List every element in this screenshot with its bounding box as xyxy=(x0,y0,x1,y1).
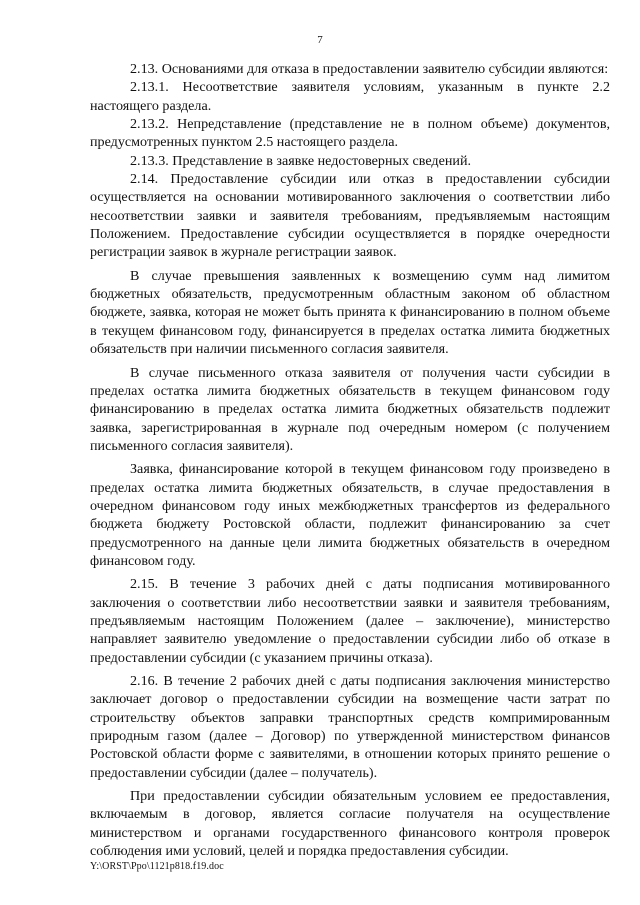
paragraph-next-year-financing: Заявка, финансирование которой в текущем финансовом году произведено в пределах остатка лимита бюджетных обязательств, в случае предоставления в очередном финансовом году иных межбюджетных трансфертов из федерального бюджета бюджету Ростовской области, подлежит финансированию за счет предусмотренного на данные цели лимита бюджетных обязательств в очередном финансовом году. xyxy=(90,461,610,569)
paragraph-2-16: 2.16. В течение 2 рабочих дней с даты подписания заключения министерство заключает договор о предоставлении субсидии на возмещение части затрат по строительству объектов заправки транспортных средств компримированным природным газом (далее – Договор) по утвержденной министерством финансов Ростовской области форме с заявителями, в отношении которых принято решение о предоставлении субсидии (далее – получатель). xyxy=(90,673,610,781)
paragraph-2-13-3: 2.13.3. Представление в заявке недостоверных сведений. xyxy=(130,152,472,169)
document-body xyxy=(90,60,610,860)
paragraph-2-13: 2.13. Основаниями для отказа в предоставлении заявителю субсидии являются: xyxy=(130,61,609,77)
paragraph-limit-excess: В случае превышения заявленных к возмещению сумм над лимитом бюджетных обязательств, предусмотренным областным законом об областном бюджете, заявка, которая не может быть принята к финансированию в полном объеме в текущем финансовом году, финансируется в пределах остатка лимита бюджетных обязательств при наличии письменного согласия заявителя. xyxy=(90,267,610,358)
paragraph-mandatory-condition: При предоставлении субсидии обязательным условием ее предоставления, включаемым в договор, является согласие получателя на осуществление министерством и органами государственного финансового контроля проверок соблюдения ими условий, целей и порядка предоставления субсидии. xyxy=(90,788,610,860)
paragraph-2-13-2: 2.13.2. Непредставление (представление не в полном объеме) документов, предусмотренных пунктом 2.5 настоящего раздела. xyxy=(90,116,610,151)
paragraph-2-14: 2.14. Предоставление субсидии или отказ в предоставлении субсидии осуществляется на основании мотивированного заключения о соответствии либо несоответствии заявки и заявителя требованиям, предъявляемым настоящим Положением. Предоставление субсидии осуществляется в порядке очередности регистрации заявок в журнале регистрации заявок. xyxy=(90,171,610,261)
paragraph-written-refusal: В случае письменного отказа заявителя от получения части субсидии в пределах остатка лимита бюджетных обязательств в текущем финансовом году финансированию в пределах остатка лимита бюджетных обязательств подлежит заявка, зарегистрированная в журнале под очередным номером (с получением письменного согласия заявителя). xyxy=(90,364,610,454)
paragraph-2-13-1: 2.13.1. Несоответствие заявителя условиям, указанным в пункте 2.2 настоящего раздела. xyxy=(90,79,610,114)
page-number: 7 xyxy=(317,34,323,46)
footer-file-path: Y:\ORST\Ppo\1121p818.f19.doc xyxy=(90,861,224,872)
paragraph-2-15: 2.15. В течение 3 рабочих дней с даты подписания мотивированного заключения о соответствии либо несоответствии заявки и заявителя требованиям, предъявляемым настоящим Положением (далее – заключение), министерство направляет заявителю уведомление о предоставлении субсидии либо об отказе в предоставлении субсидии (с указанием причины отказа). xyxy=(90,576,610,666)
